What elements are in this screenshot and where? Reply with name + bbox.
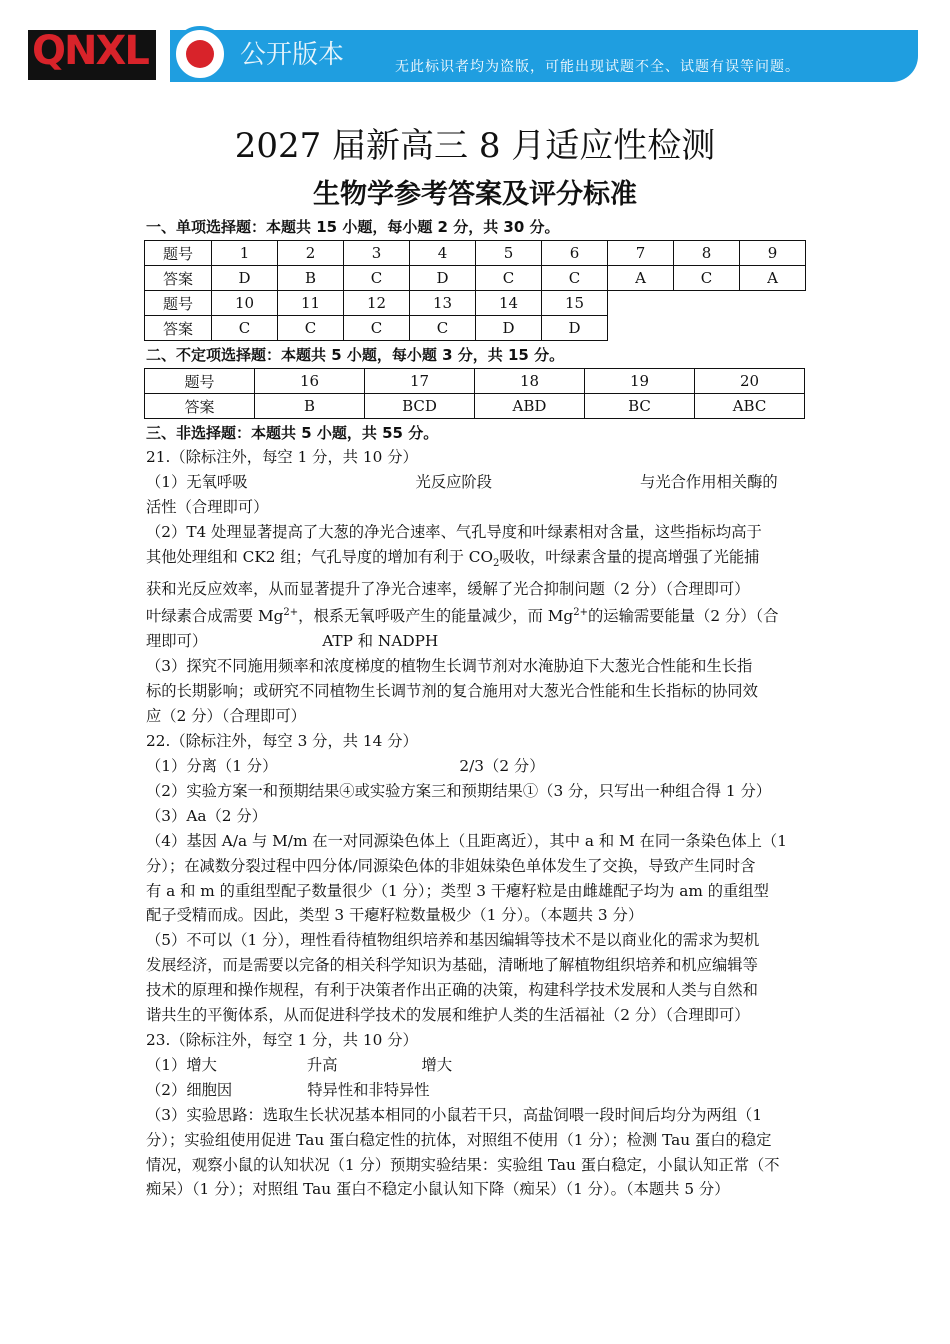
answer-text: 理即可） — [146, 632, 208, 651]
table-cell: 2 — [278, 241, 344, 266]
answer-line — [146, 1053, 808, 1078]
answer-line: 应（2 分）（合理即可） — [146, 707, 306, 726]
superscript: 2+ — [283, 607, 299, 619]
subscript: 2 — [493, 557, 500, 569]
table-cell: 18 — [475, 369, 585, 394]
row-label: 答案 — [145, 316, 212, 341]
answer-line: 获和光反应效率，从而显著提升了净光合速率，缓解了光合抑制问题（2 分）（合理即可） — [146, 579, 750, 598]
answer-line: 标的长期影响；或研究不同植物生长调节剂的复合施用对大葱光合性能和生长指标的协同效 — [146, 682, 758, 701]
answer-line: （2）实验方案一和预期结果④或实验方案三和预期结果①（3 分，只写出一种组合得 1 分） — [146, 781, 772, 800]
q22-head: 22.（除标注外，每空 3 分，共 14 分） — [146, 732, 418, 751]
table-cell: C — [344, 316, 410, 341]
table-cell: 1 — [212, 241, 278, 266]
table-cell: D — [410, 266, 476, 291]
answer-line: （2）T4 处理显著提高了大葱的净光合速率、气孔导度和叶绿素相对含量，这些指标均高于 — [146, 522, 762, 541]
answer-text: （1）无氧呼吸 — [146, 472, 248, 491]
table-cell: C — [674, 266, 740, 291]
brand-logo-text: QNXL — [32, 28, 148, 74]
table-cell: 10 — [212, 291, 278, 316]
table-cell: BC — [585, 394, 695, 419]
table-row — [145, 369, 805, 394]
answer-line: 痴呆）（1 分）；对照组 Tau 蛋白不稳定小鼠认知下降（痴呆）（1 分）。（本题共 5 分） — [146, 1180, 730, 1199]
answer-text: ATP 和 NADPH — [322, 632, 439, 651]
answer-line: （3）Aa（2 分） — [146, 806, 267, 825]
table-cell: 5 — [476, 241, 542, 266]
page-subtitle: 生物学参考答案及评分标准 — [313, 179, 637, 210]
table-row — [145, 266, 806, 291]
answer-line: 情况，观察小鼠的认知状况（1 分）预期实验结果：实验组 Tau 蛋白稳定，小鼠认知正常（不 — [146, 1155, 780, 1174]
table-cell: D — [212, 266, 278, 291]
banner-note: 无此标识者均为盗版，可能出现试题不全、试题有误等问题。 — [395, 59, 800, 75]
table-cell: ABD — [475, 394, 585, 419]
answer-text: 吸收，叶绿素含量的提高增强了光能捕 — [499, 547, 760, 566]
answer-text: 其他处理组和 CK2 组；气孔导度的增加有利于 CO — [146, 547, 494, 566]
table-cell: C — [410, 316, 476, 341]
section1-answer-table — [144, 240, 806, 341]
empty-cell — [740, 291, 806, 316]
empty-cell — [608, 316, 674, 341]
table-cell: 14 — [476, 291, 542, 316]
answer-text: 叶绿素合成需要 Mg — [146, 607, 284, 626]
answer-text: 2/3（2 分） — [459, 757, 545, 776]
answer-text: 升高 — [306, 1055, 338, 1074]
answer-line — [146, 629, 808, 654]
answer-text: 的运输需要能量（2 分）（合 — [587, 607, 779, 626]
table-row — [145, 394, 805, 419]
table-cell: 16 — [255, 369, 365, 394]
answer-line — [146, 754, 808, 779]
row-label: 答案 — [145, 394, 255, 419]
table-cell: C — [344, 266, 410, 291]
q21-head: 21.（除标注外，每空 1 分，共 10 分） — [146, 448, 418, 466]
empty-cell — [674, 316, 740, 341]
table-cell: D — [476, 316, 542, 341]
row-label: 题号 — [145, 291, 212, 316]
table-cell: 13 — [410, 291, 476, 316]
table-cell: 6 — [542, 241, 608, 266]
table-cell: D — [542, 316, 608, 341]
answer-line: 分）；在减数分裂过程中四分体/同源染色体的非姐妹染色单体发生了交换，导致产生同时含 — [146, 856, 756, 875]
table-row — [145, 316, 806, 341]
table-cell: C — [476, 266, 542, 291]
table-cell: 12 — [344, 291, 410, 316]
answer-line: 谐共生的平衡体系，从而促进科学技术的发展和维护人类的生活福祉（2 分）（合理即可） — [146, 1006, 750, 1025]
table-cell: 15 — [542, 291, 608, 316]
answer-line: 发展经济，而是需要以完备的相关科学知识为基础，清晰地了解植物组织培养和机应编辑等 — [146, 956, 758, 975]
table-cell: A — [608, 266, 674, 291]
table-row — [145, 241, 806, 266]
table-cell: B — [255, 394, 365, 419]
banner-title: 公开版本 — [240, 40, 345, 70]
table-cell: 8 — [674, 241, 740, 266]
answer-text: （2）细胞因 — [146, 1080, 233, 1099]
answer-line: 技术的原理和操作规程，有利于决策者作出正确的决策，构建科学技术发展和人类与自然和 — [146, 981, 758, 1000]
answer-text: 特异性和非特异性 — [307, 1080, 430, 1099]
row-label: 答案 — [145, 266, 212, 291]
table-cell: B — [278, 266, 344, 291]
table-cell: 17 — [365, 369, 475, 394]
table-cell: 20 — [695, 369, 805, 394]
answer-line: 配子受精而成。因此，类型 3 干瘪籽粒数量极少（1 分）。（本题共 3 分） — [146, 906, 644, 925]
answer-text: 增大 — [421, 1055, 453, 1074]
page-title: 2027 届新高三 8 月适应性检测 — [234, 126, 716, 166]
table-cell: A — [740, 266, 806, 291]
q21-p1 — [146, 470, 808, 495]
answer-line: （5）不可以（1 分），理性看待植物组织培养和基因编辑等技术不是以商业化的需求为契机 — [146, 931, 760, 950]
section3-body — [146, 445, 808, 1202]
table-cell: 4 — [410, 241, 476, 266]
table-cell: 19 — [585, 369, 695, 394]
answer-text: （1）分离（1 分） — [146, 757, 278, 776]
table-cell: 11 — [278, 291, 344, 316]
section2-answer-table — [144, 368, 805, 419]
answer-line: （3）实验思路：选取生长状况基本相同的小鼠若干只，高盐饲喂一段时间后均分为两组（1 — [146, 1105, 763, 1124]
table-cell: C — [212, 316, 278, 341]
table-cell: BCD — [365, 394, 475, 419]
answer-line: （3）探究不同施用频率和浓度梯度的植物生长调节剂对水淹胁迫下大葱光合性能和生长指 — [146, 657, 753, 676]
table-cell: ABC — [695, 394, 805, 419]
table-cell: C — [542, 266, 608, 291]
answer-line: 分）；实验组使用促进 Tau 蛋白稳定性的抗体，对照组不使用（1 分）；检测 Tau 蛋白的稳定 — [146, 1130, 772, 1149]
empty-cell — [740, 316, 806, 341]
answer-line — [146, 545, 808, 577]
table-row — [145, 291, 806, 316]
table-cell: C — [278, 316, 344, 341]
section3-heading: 三、非选择题：本题共 5 小题，共 55 分。 — [146, 424, 439, 442]
answer-line: 活性（合理即可） — [146, 497, 269, 516]
table-cell: 9 — [740, 241, 806, 266]
answer-line: 有 a 和 m 的重组型配子数量很少（1 分）；类型 3 干瘪籽粒是由雌雄配子均为 am 的重组型 — [146, 881, 769, 900]
table-cell: 3 — [344, 241, 410, 266]
answer-line — [146, 1078, 808, 1103]
answer-text: ，根系无氧呼吸产生的能量减少，而 Mg — [298, 607, 574, 626]
section2-heading: 二、不定项选择题：本题共 5 小题，每小题 3 分，共 15 分。 — [146, 346, 565, 364]
empty-cell — [608, 291, 674, 316]
section1-heading: 一、单项选择题：本题共 15 小题，每小题 2 分，共 30 分。 — [146, 218, 560, 236]
answer-text: 光反应阶段 — [415, 472, 493, 491]
answer-text: （1）增大 — [146, 1055, 217, 1074]
table-cell: 7 — [608, 241, 674, 266]
q23-head: 23.（除标注外，每空 1 分，共 10 分） — [146, 1030, 418, 1049]
row-label: 题号 — [145, 369, 255, 394]
check-badge-icon — [172, 26, 228, 82]
superscript: 2+ — [573, 607, 588, 619]
answer-text: 与光合作用相关酶的 — [640, 472, 778, 491]
empty-cell — [674, 291, 740, 316]
row-label: 题号 — [145, 241, 212, 266]
answer-line — [146, 601, 808, 629]
answer-line: （4）基因 A/a 与 M/m 在一对同源染色体上（且距离近），其中 a 和 M 在同一条染色体上（1 — [146, 831, 787, 850]
